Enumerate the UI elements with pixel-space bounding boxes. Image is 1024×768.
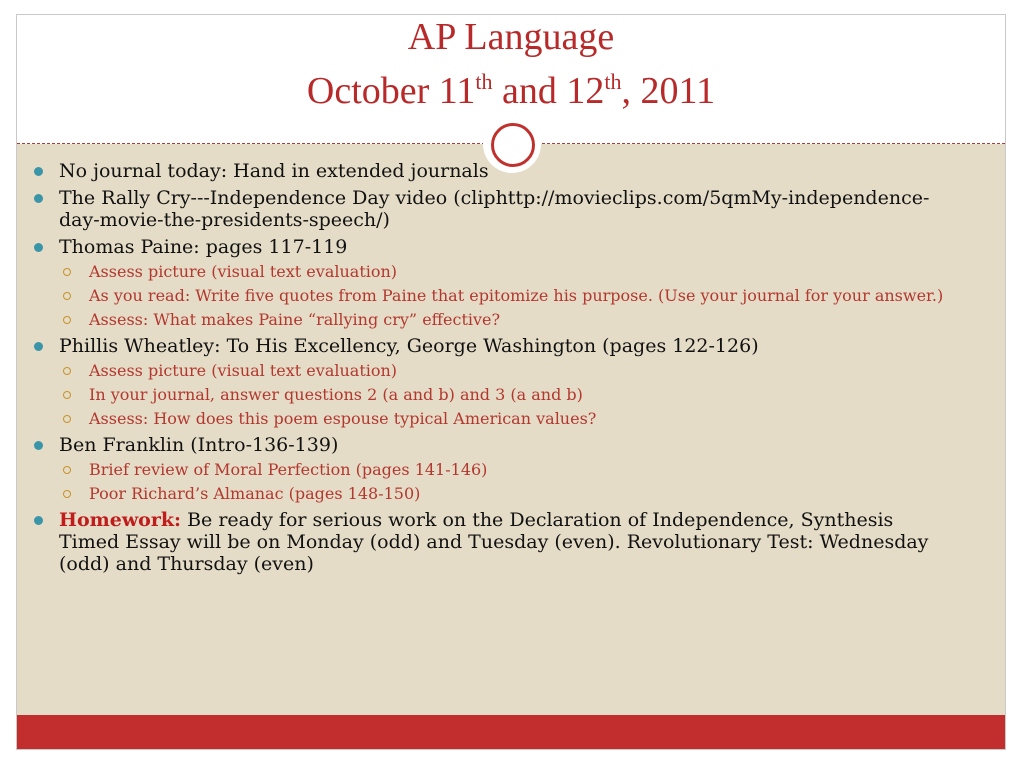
list-item-text: Ben Franklin (Intro-136-139)	[59, 434, 339, 456]
sub-list-item	[34, 362, 959, 380]
list-item	[34, 434, 959, 456]
sub-bullet-ring-icon	[63, 268, 71, 276]
sub-bullet-ring-icon	[63, 316, 71, 324]
sub-list-item	[34, 410, 959, 428]
bullet-dot-icon	[34, 194, 43, 203]
sub-list-item	[34, 461, 959, 479]
date-sup-2: th	[604, 69, 622, 94]
slide-title: AP Language	[407, 16, 615, 58]
sub-list-item	[34, 485, 959, 503]
bullet-dot-icon	[34, 441, 43, 450]
sub-list-item-text: In your journal, answer questions 2 (a and b) and 3 (a and b)	[89, 385, 583, 404]
sub-list-item	[34, 287, 959, 305]
date-part-1: October 11	[306, 70, 476, 112]
date-part-2: and 12	[492, 70, 605, 112]
list-item-text: The Rally Cry---Independence Day video (cliphttp://movieclips.com/5qmMy-independence-day-movie-the-presidents-speech/)	[59, 187, 930, 231]
sub-list-item	[34, 263, 959, 281]
bullet-list	[34, 160, 959, 580]
list-item	[34, 160, 959, 182]
homework-item	[34, 509, 959, 575]
homework-label: Homework:	[59, 509, 182, 531]
sub-bullet-ring-icon	[63, 292, 71, 300]
sub-list-item-text: Poor Richard’s Almanac (pages 148-150)	[89, 484, 421, 503]
sub-list-item-text: Assess picture (visual text evaluation)	[89, 361, 398, 380]
sub-bullet-ring-icon	[63, 415, 71, 423]
homework-text: Be ready for serious work on the Declaration of Independence, Synthesis Timed Essay will be on Monday (odd) and Tuesday (even). Revolutionary Test: Wednesday (odd) and Thursday (even)	[59, 509, 929, 575]
bullet-dot-icon	[34, 167, 43, 176]
list-item-text: Thomas Paine: pages 117-119	[59, 236, 348, 258]
sub-bullet-ring-icon	[63, 490, 71, 498]
sub-bullet-ring-icon	[63, 391, 71, 399]
sub-list-item-text: Assess: How does this poem espouse typical American values?	[89, 409, 597, 428]
sub-list-item-text: Brief review of Moral Perfection (pages 141-146)	[89, 460, 488, 479]
list-item-text: No journal today: Hand in extended journals	[59, 160, 489, 182]
list-item	[34, 236, 959, 258]
sub-list-item-text: As you read: Write five quotes from Paine that epitomize his purpose. (Use your journal for your answer.)	[89, 286, 944, 305]
sub-list-item-text: Assess picture (visual text evaluation)	[89, 262, 398, 281]
sub-bullet-ring-icon	[63, 367, 71, 375]
bullet-dot-icon	[34, 516, 43, 525]
footer-bar	[17, 715, 1005, 749]
bullet-dot-icon	[34, 342, 43, 351]
list-item	[34, 335, 959, 357]
slide-subtitle-date	[17, 69, 1005, 113]
bullet-dot-icon	[34, 243, 43, 252]
sub-bullet-ring-icon	[63, 466, 71, 474]
sub-list-item	[34, 311, 959, 329]
list-item-text: Phillis Wheatley: To His Excellency, George Washington (pages 122-126)	[59, 335, 759, 357]
date-part-3: , 2011	[621, 70, 716, 112]
list-item	[34, 187, 959, 231]
sub-list-item-text: Assess: What makes Paine “rallying cry” effective?	[89, 310, 501, 329]
sub-list-item	[34, 386, 959, 404]
date-sup-1: th	[475, 69, 493, 94]
